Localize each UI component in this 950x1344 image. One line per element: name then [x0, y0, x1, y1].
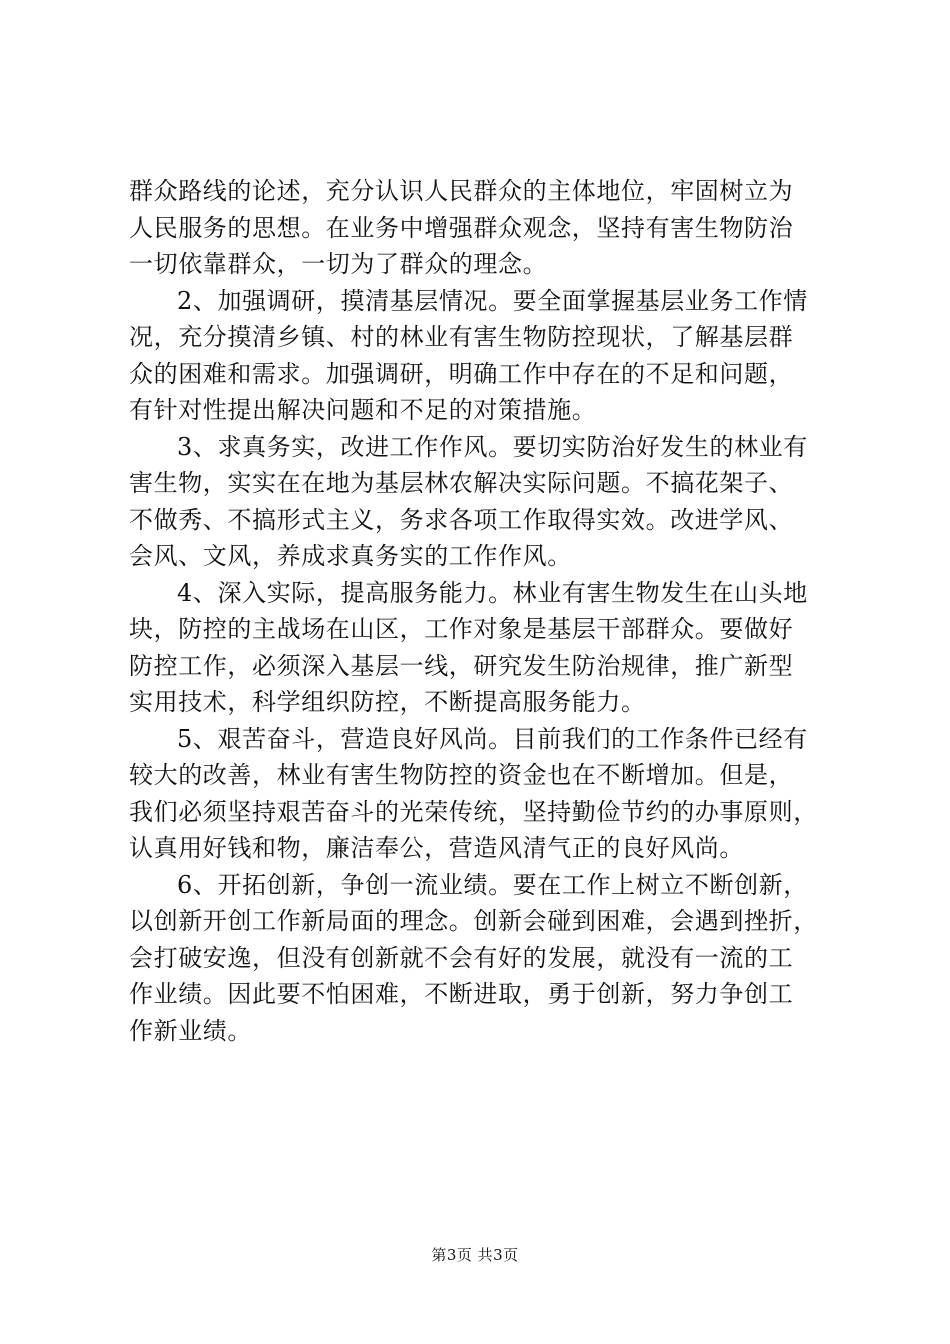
text-line: 不做秀、不搞形式主义，务求各项工作取得实效。改进学风、 [129, 505, 794, 534]
text-line: 实用技术，科学组织防控，不断提高服务能力。 [129, 688, 646, 716]
text-line: 众的困难和需求。加强调研，明确工作中存在的不足和问题， [129, 359, 794, 388]
text-line: 有针对性提出解决问题和不足的对策措施。 [129, 396, 597, 424]
text-line: 会打破安逸，但没有创新就不会有好的发展，就没有一流的工 [129, 943, 794, 972]
paragraph-3-first-line: 3、求真务实，改进工作作风。要切实防治好发生的林业有 [177, 432, 808, 461]
text-line: 会风、文风，养成求真务实的工作作风。 [129, 542, 572, 570]
document-body [129, 173, 829, 1049]
text-line: 块，防控的主战场在山区，工作对象是基层干部群众。要做好 [129, 615, 794, 643]
page-number-footer: 第3页 共3页 [431, 1246, 519, 1264]
paragraph-6-first-line: 6、开拓创新，争创一流业绩。要在工作上树立不断创新， [177, 870, 808, 899]
text-line: 防控工作，必须深入基层一线，研究发生防治规律，推广新型 [129, 651, 794, 680]
text-line: 认真用好钱和物，廉洁奉公，营造风清气正的良好风尚。 [129, 834, 744, 862]
text-line: 我们必须坚持艰苦奋斗的光荣传统，坚持勤俭节约的办事原则， [129, 797, 818, 826]
text-line: 况，充分摸清乡镇、村的林业有害生物防控现状，了解基层群 [129, 323, 794, 351]
paragraph-5-first-line: 5、艰苦奋斗，营造良好风尚。目前我们的工作条件已经有 [177, 724, 808, 753]
paragraph-4-first-line: 4、深入实际，提高服务能力。林业有害生物发生在山头地 [177, 578, 808, 607]
paragraph-2-first-line: 2、加强调研，摸清基层情况。要全面掌握基层业务工作情 [177, 286, 808, 315]
text-line: 一切依靠群众，一切为了群众的理念。 [129, 250, 548, 278]
text-line: 害生物，实实在在地为基层林农解决实际问题。不搞花架子、 [129, 469, 794, 497]
text-line: 较大的改善，林业有害生物防控的资金也在不断增加。但是， [129, 761, 794, 789]
text-line: 人民服务的思想。在业务中增强群众观念，坚持有害生物防治 [129, 213, 794, 242]
text-line: 作业绩。因此要不怕困难，不断进取，勇于创新，努力争创工 [129, 980, 794, 1008]
text-line: 作新业绩。 [129, 1016, 252, 1045]
text-line: 以创新开创工作新局面的理念。创新会碰到困难，会遇到挫折， [129, 907, 818, 935]
text-line: 群众路线的论述，充分认识人民群众的主体地位，牢固树立为 [129, 177, 794, 205]
